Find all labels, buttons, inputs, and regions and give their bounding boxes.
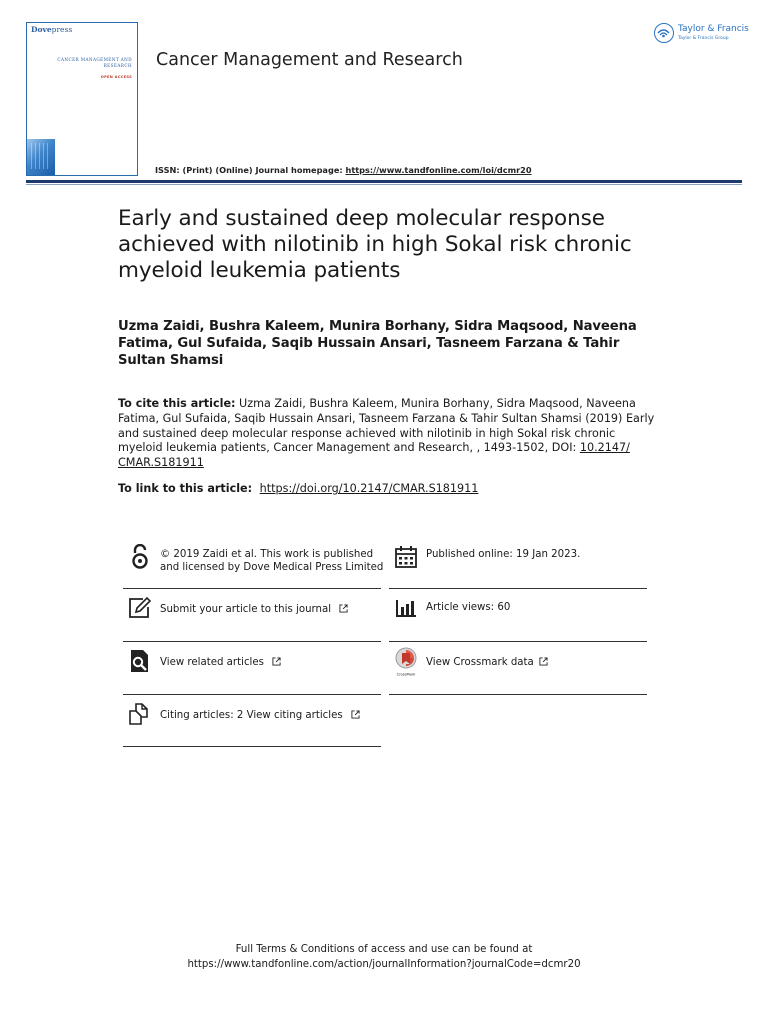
external-link-icon: [272, 657, 281, 666]
crossmark-link[interactable]: [389, 646, 647, 699]
bar-chart-icon: [393, 595, 419, 621]
grid-divider: [389, 588, 647, 589]
grid-divider: [389, 641, 647, 642]
article-authors: Uzma Zaidi, Bushra Kaleem, Munira Borhany, Sidra Maqsood, Naveena Fatima, Gul Sufaida, Saqib Hussain Ansari, Tasneem Farzana & Tahir Sultan Shamsi: [118, 319, 637, 368]
article-link-line: [118, 482, 658, 495]
article-views: [389, 593, 647, 646]
calendar-icon: [393, 544, 419, 570]
cover-title: CANCER MANAGEMENT AND RESEARCH: [57, 57, 132, 68]
citation-block: [118, 397, 658, 471]
header-rule-thin: [26, 184, 742, 185]
submit-article-label: Submit your article to this journal: [160, 604, 332, 615]
grid-divider: [123, 588, 381, 589]
citation-text: Uzma Zaidi, Bushra Kaleem, Munira Borhany, Sidra Maqsood, Naveena Fatima, Gul Sufaida, Saqib Hussain Ansari, Tasneem Farzana & Tahir Sultan Shamsi (2019) Early and sustained deep molecular response achieved with nilotinib in high Sokal risk chronic myeloid leukemia patients, Cancer Management and Research, , 1493-1502, DOI:: [118, 397, 655, 455]
citing-articles-link[interactable]: [123, 699, 381, 752]
license-info: [123, 540, 384, 593]
cover-open-access-badge: OPEN ACCESS: [100, 75, 132, 79]
edit-icon: [127, 595, 153, 621]
citing-documents-icon: [127, 701, 153, 727]
grid-divider: [123, 746, 381, 747]
article-link-label: To link to this article:: [118, 482, 253, 495]
search-document-icon: [127, 648, 153, 674]
external-link-icon: [339, 604, 348, 613]
license-line-1: © 2019 Zaidi et al. This work is published: [160, 549, 374, 560]
open-access-icon: [127, 544, 153, 570]
publisher-group: Taylor & Francis Group: [678, 36, 729, 41]
terms-link[interactable]: https://www.tandfonline.com/action/journalInformation?journalCode=dcmr20: [187, 958, 581, 970]
journal-title: Cancer Management and Research: [156, 50, 463, 70]
crossmark-caption: CrossMark: [396, 672, 416, 677]
citation-label: To cite this article:: [118, 397, 236, 410]
cover-image: [27, 139, 55, 175]
grid-divider: [123, 694, 381, 695]
crossmark-icon: [393, 647, 419, 677]
grid-divider: [123, 641, 381, 642]
article-title: Early and sustained deep molecular response achieved with nilotinib in high Sokal risk chronic myeloid leukemia patients: [118, 206, 632, 283]
cover-brand: Dovepress: [31, 25, 73, 34]
crossmark-label: View Crossmark data: [426, 657, 534, 668]
published-date: Published online: 19 Jan 2023.: [426, 549, 581, 560]
journal-homepage-link[interactable]: https://www.tandfonline.com/loi/dcmr20: [345, 165, 532, 175]
grid-divider: [389, 694, 647, 695]
journal-cover-thumbnail: [26, 22, 138, 176]
header-rule: [26, 180, 742, 183]
terms-footer: [0, 943, 768, 972]
external-link-icon: [351, 710, 360, 719]
publisher-logo[interactable]: [654, 23, 749, 47]
license-line-2: and licensed by Dove Medical Press Limited: [160, 561, 384, 573]
terms-line-1: Full Terms & Conditions of access and use can be found at: [235, 944, 533, 955]
related-articles-label: View related articles: [160, 657, 264, 668]
issn-line: ISSN: (Print) (Online) Journal homepage: https://www.tandfonline.com/loi/dcmr20: [155, 165, 532, 175]
citing-articles-label: Citing articles: 2 View citing articles: [160, 710, 343, 721]
published-info: [389, 540, 647, 593]
external-link-icon: [539, 657, 548, 666]
publisher-logo-icon: [654, 23, 674, 43]
article-views-count: Article views: 60: [426, 602, 511, 613]
submit-article-link[interactable]: [123, 593, 381, 646]
article-doi-link[interactable]: https://doi.org/10.2147/CMAR.S181911: [259, 482, 479, 495]
related-articles-link[interactable]: [123, 646, 381, 699]
publisher-name: Taylor & Francis: [678, 24, 749, 34]
citation-doi-link[interactable]: 10.2147/ CMAR.S181911: [118, 441, 630, 470]
